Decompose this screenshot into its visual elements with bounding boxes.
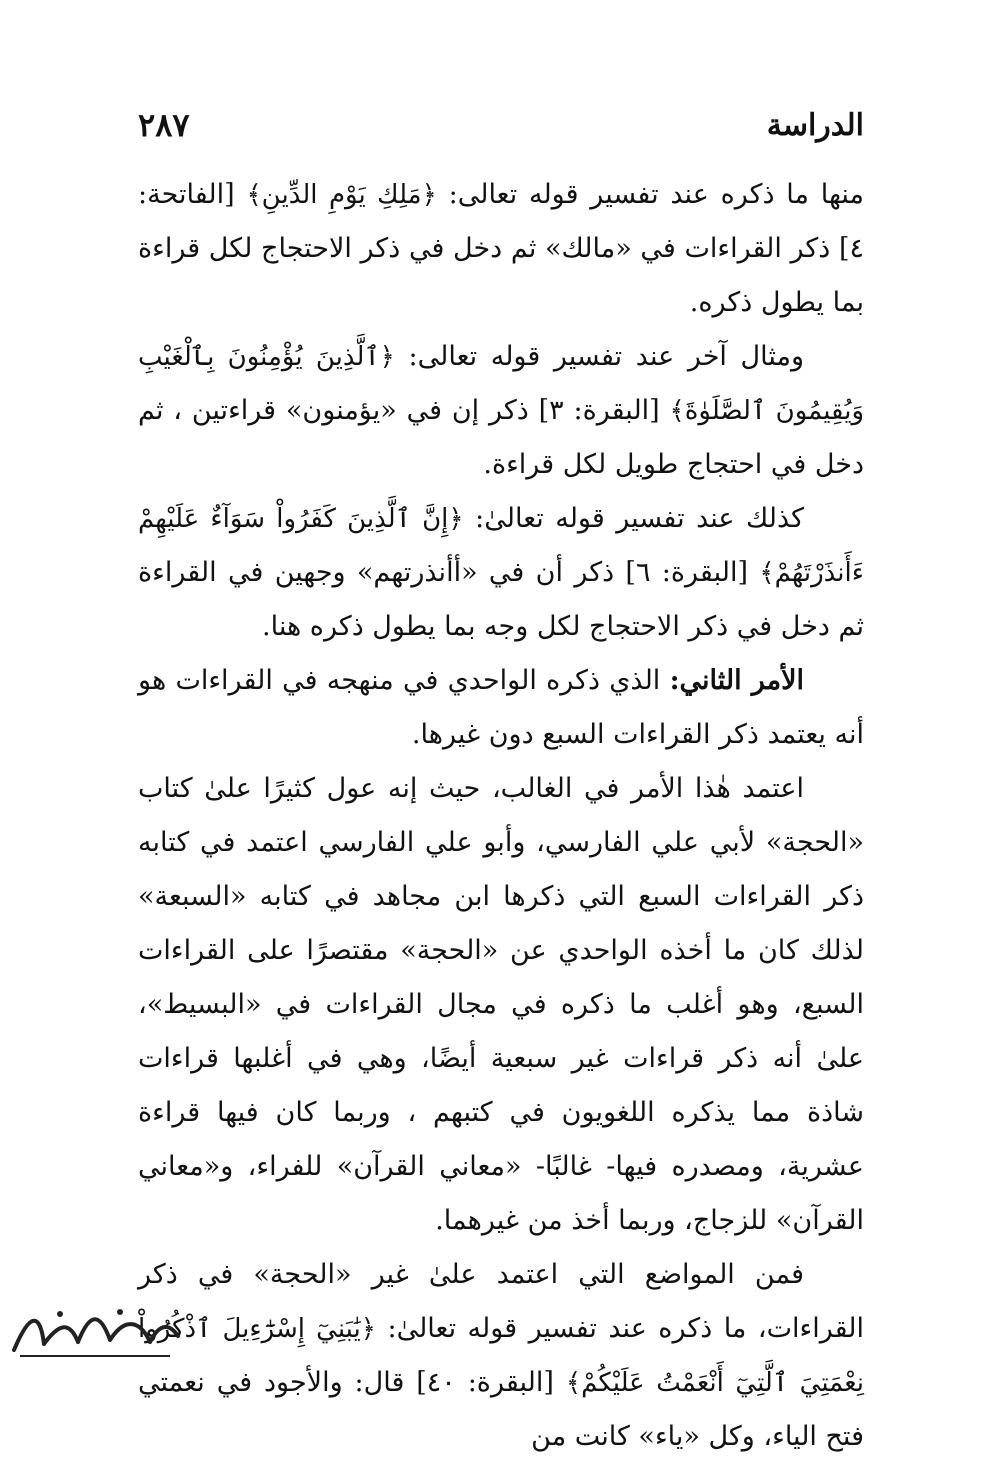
paragraph (138, 168, 864, 330)
body-text (138, 168, 864, 1464)
text-run: اعتمد هٰذا الأمر في الغالب، حيث إنه عول كثيرًا علىٰ كتاب «الحجة» لأبي علي الفارسي، وأبو علي الفارسي اعتمد في كتابه ذكر القراءات السبع التي ذكرها ابن مجاهد في كتابه «السبعة» لذلك كان ما أخذه الواحدي عن «الحجة» مقتصرًا على القراءات السبع، وهو أغلب ما ذكره في مجال القراءات في «البسيط»، علىٰ أنه ذكر قراءات غير سبعية أيضًا، وهي في أغلبها قراءات شاذة مما يذكره اللغويون في كتبهم ، وربما كان فيها قراءة عشرية، ومصدره فيها- غالبًا- «معاني القرآن» للفراء، و«معاني القرآن» للزجاج، وربما أخذ من غيرهما. (138, 773, 864, 1236)
text-run: ومثال آخر عند تفسير قوله تعالى: (394, 341, 805, 372)
paragraph (138, 1248, 864, 1464)
text-run: كذلك عند تفسير قوله تعالىٰ: (463, 503, 804, 534)
text-run: [البقرة: ٤٠] قال: والأجود في نعمتي فتح الياء، وكل «ياء» كانت من (138, 1367, 864, 1452)
paragraph (138, 330, 864, 492)
text-run: [البقرة: ٦] ذكر أن في «أأنذرتهم» وجهين في القراءة ثم دخل في ذكر الاحتجاج لكل وجه بما يطول ذكره هنا. (138, 557, 864, 642)
publisher-logo (0, 1292, 200, 1372)
quran-verse: ﴿مَلِكِ يَوْمِ الدِّينِ﴾ (246, 180, 437, 210)
text-run: [الفاتحة: ٤] ذكر القراءات في «مالك» ثم دخل في ذكر الاحتجاج لكل قراءة بما يطول ذكره. (138, 179, 864, 318)
text-run: الذي ذكره الواحدي في منهجه في القراءات هو أنه يعتمد ذكر القراءات السبع دون غيرها. (138, 665, 864, 750)
text-run: فمن المواضع التي اعتمد علىٰ غير «الحجة» في ذكر القراءات، ما ذكره عند تفسير قوله تعالىٰ: (138, 1259, 864, 1344)
quran-verse: ﴿إِنَّ ٱلَّذِينَ كَفَرُواْ سَوَآءٌ عَلَيْهِمْ ءَأَنذَرْتَهُمْ﴾ (138, 504, 864, 588)
quran-verse: ﴿ٱلَّذِينَ يُؤْمِنُونَ بِٱلْغَيْبِ وَيُقِيمُونَ ٱلصَّلَوٰةَ﴾ (138, 342, 865, 426)
page-header (138, 100, 864, 150)
page-title: الدراسة (766, 107, 864, 143)
paragraph (138, 492, 864, 654)
quran-verse: ﴿يَٰبَنِيٓ إِسْرَٰٓءِيلَ ٱذْكُرُواْ نِعْمَتِيَ ٱلَّتِيٓ أَنْعَمْتُ عَلَيْكُمْ﴾ (138, 1314, 864, 1398)
paragraph (138, 654, 864, 762)
page-number: ٢٨٧ (138, 106, 190, 144)
text-run: منها ما ذكره عند تفسير قوله تعالى: (436, 179, 865, 210)
section-label: الأمر الثاني: (669, 665, 804, 696)
text-run: [البقرة: ٣] ذكر إن في «يؤمنون» قراءتين ، ثم دخل في احتجاج طويل لكل قراءة. (138, 395, 864, 480)
publisher-logo-icon (0, 1292, 200, 1372)
paragraph (138, 762, 864, 1248)
